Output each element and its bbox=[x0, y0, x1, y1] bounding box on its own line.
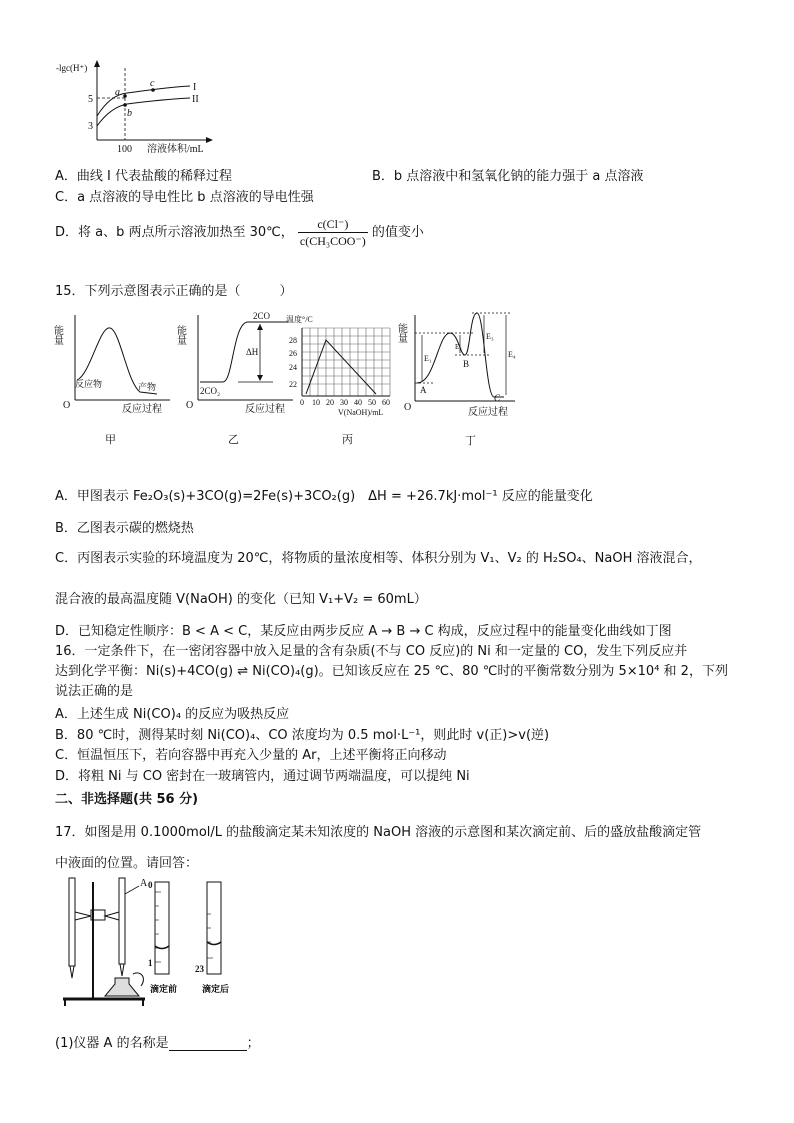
tube2-mark: 23 bbox=[195, 964, 204, 974]
q14-figure bbox=[55, 58, 215, 158]
q14-d-prefix: D．将 a、b 两点所示溶液加热至 30℃， bbox=[55, 225, 294, 240]
x-tick-30: 30 bbox=[340, 398, 348, 407]
q14-option-c: C．a 点溶液的导电性比 b 点溶液的导电性强 bbox=[55, 190, 314, 205]
reactant-label: 反应物 bbox=[75, 379, 103, 389]
x-label: V(NaOH)/mL bbox=[338, 408, 384, 417]
x-tick-60: 60 bbox=[382, 398, 390, 407]
q17-subquestion-1 bbox=[55, 1032, 260, 1051]
label-E1: E₁ bbox=[424, 354, 432, 363]
fig-bing bbox=[284, 312, 399, 450]
tick-100: 100 bbox=[117, 144, 132, 155]
bottom-label: 2CO₂ bbox=[200, 386, 221, 396]
x-tick-20: 20 bbox=[326, 398, 334, 407]
label-C: C bbox=[494, 393, 501, 403]
q15-option-a: A．甲图表示 Fe₂O₃(s)+3CO(g)=2Fe(s)+3CO₂(g) ΔH = +26.7kJ·mol⁻¹ 反应的能量变化 bbox=[55, 489, 593, 504]
product-label: 产物 bbox=[138, 382, 157, 392]
q14-option-a: A．曲线 I 代表盐酸的稀释过程 bbox=[55, 169, 232, 184]
y-tick-28: 28 bbox=[289, 336, 297, 345]
origin: O bbox=[186, 400, 194, 411]
fig-yi bbox=[174, 310, 298, 450]
fig-ding bbox=[395, 305, 525, 450]
temperature-line bbox=[306, 340, 376, 394]
y-tick-24: 24 bbox=[289, 363, 297, 372]
x-label: 反应过程 bbox=[468, 407, 508, 418]
q16-stem-line3: 说法正确的是 bbox=[55, 684, 134, 699]
sub1-text: (1)仪器 A 的名称是 bbox=[55, 1036, 169, 1051]
label-c: c bbox=[150, 78, 155, 89]
titration-apparatus bbox=[55, 874, 255, 1019]
x-tick-0: 0 bbox=[300, 398, 304, 407]
y-label: 温度°/C bbox=[286, 315, 313, 324]
q15-option-b: B．乙图表示碳的燃烧热 bbox=[55, 521, 194, 536]
y-axis-label: -lgc(H⁺) bbox=[56, 63, 88, 73]
fraction-numerator: c(Cl⁻) bbox=[298, 216, 368, 233]
tick-3: 3 bbox=[88, 121, 93, 132]
q14-option-d bbox=[55, 216, 424, 249]
fig-jia bbox=[51, 310, 175, 450]
y-label: 能量 bbox=[395, 323, 407, 343]
y-tick-26: 26 bbox=[289, 349, 297, 358]
y-label: 能量 bbox=[174, 325, 186, 345]
x-label: 反应过程 bbox=[122, 404, 162, 415]
label-curve-I: I bbox=[193, 82, 197, 93]
caption-bing: 丙 bbox=[342, 434, 353, 446]
point-a bbox=[123, 94, 127, 98]
answer-blank[interactable] bbox=[169, 1038, 247, 1051]
caption-ding: 丁 bbox=[465, 435, 476, 447]
label-A: A bbox=[140, 878, 148, 889]
label-A: A bbox=[420, 385, 427, 395]
q16-option-a: A．上述生成 Ni(CO)₄ 的反应为吸热反应 bbox=[55, 707, 290, 722]
energy-curve bbox=[200, 322, 288, 382]
y-label: 能量 bbox=[51, 325, 63, 345]
tick-5: 5 bbox=[88, 94, 93, 105]
q15-option-c-line2: 混合液的最高温度随 V(NaOH) 的变化（已知 V₁+V₂ = 60mL） bbox=[55, 592, 427, 607]
fraction-denominator: c(CH₃COO⁻) bbox=[299, 234, 366, 248]
q16-stem-line2: 达到化学平衡：Ni(s)+4CO(g) ⇌ Ni(CO)₄(g)。已知该反应在 25 ℃、80 ℃时的平衡常数分别为 5×10⁴ 和 2，下列 bbox=[55, 664, 728, 679]
q14-d-fraction bbox=[298, 216, 368, 249]
q17-stem-line1: 17．如图是用 0.1000mol/L 的盐酸滴定某未知浓度的 NaOH 溶液的示意图和某次滴定前、后的盛放盐酸滴定管 bbox=[55, 825, 702, 840]
point-b bbox=[123, 103, 127, 107]
label-E4: E₄ bbox=[508, 350, 516, 359]
tube1-top-mark: 0 bbox=[148, 880, 153, 890]
label-E3: E₃ bbox=[486, 332, 494, 341]
tube1-caption: 滴定前 bbox=[150, 984, 178, 994]
x-tick-40: 40 bbox=[354, 398, 362, 407]
label-b: b bbox=[127, 108, 132, 119]
tube2-caption: 滴定后 bbox=[202, 984, 230, 994]
q15-option-d: D．已知稳定性顺序：B < A < C，某反应由两步反应 A → B → C 构成，反应过程中的能量变化曲线如丁图 bbox=[55, 624, 672, 639]
x-tick-10: 10 bbox=[312, 398, 320, 407]
label-curve-II: II bbox=[192, 94, 199, 105]
tube1-bottom-mark: 1 bbox=[148, 958, 153, 968]
q15-stem: 15．下列示意图表示正确的是（ ） bbox=[55, 284, 293, 299]
q16-option-c: C．恒温恒压下，若向容器中再充入少量的 Ar，上述平衡将正向移动 bbox=[55, 748, 447, 763]
q15-option-c-line1: C．丙图表示实验的环境温度为 20℃，将物质的量浓度相等、体积分别为 V₁、V₂ 的 H₂SO₄、NaOH 溶液混合， bbox=[55, 551, 702, 566]
origin: O bbox=[404, 402, 412, 413]
q17-stem-line2: 中液面的位置。请回答： bbox=[55, 856, 199, 871]
label-a: a bbox=[115, 87, 120, 98]
label-B: B bbox=[463, 359, 470, 369]
q16-stem-line1: 16．一定条件下，在一密闭容器中放入足量的含有杂质(不与 CO 反应)的 Ni 和一定量的 CO，发生下列反应并 bbox=[55, 644, 688, 659]
caption-yi: 乙 bbox=[228, 434, 239, 446]
curve-II bbox=[97, 98, 190, 126]
q16-option-d: D．将粗 Ni 与 CO 密封在一玻璃管内，通过调节两端温度，可以提纯 Ni bbox=[55, 769, 470, 784]
top-label: 2CO bbox=[253, 311, 271, 321]
x-label: 反应过程 bbox=[245, 404, 285, 415]
sub1-end: ； bbox=[246, 1036, 260, 1051]
dh-label: ΔH bbox=[246, 347, 259, 357]
q14-d-suffix: 的值变小 bbox=[371, 225, 424, 240]
y-tick-22: 22 bbox=[289, 380, 297, 389]
q14-option-b: B．b 点溶液中和氢氧化钠的能力强于 a 点溶液 bbox=[372, 169, 644, 184]
q16-option-b: B．80 ℃时，测得某时刻 Ni(CO)₄、CO 浓度均为 0.5 mol·L⁻¹，则此时 v(正)>v(逆) bbox=[55, 728, 550, 743]
section-heading: 二、非选择题(共 56 分) bbox=[55, 792, 199, 807]
origin: O bbox=[63, 400, 71, 411]
x-tick-50: 50 bbox=[368, 398, 376, 407]
x-axis-label: 溶液体积/mL bbox=[147, 144, 204, 155]
caption-jia: 甲 bbox=[105, 434, 116, 446]
label-E2: E₂ bbox=[455, 343, 462, 351]
